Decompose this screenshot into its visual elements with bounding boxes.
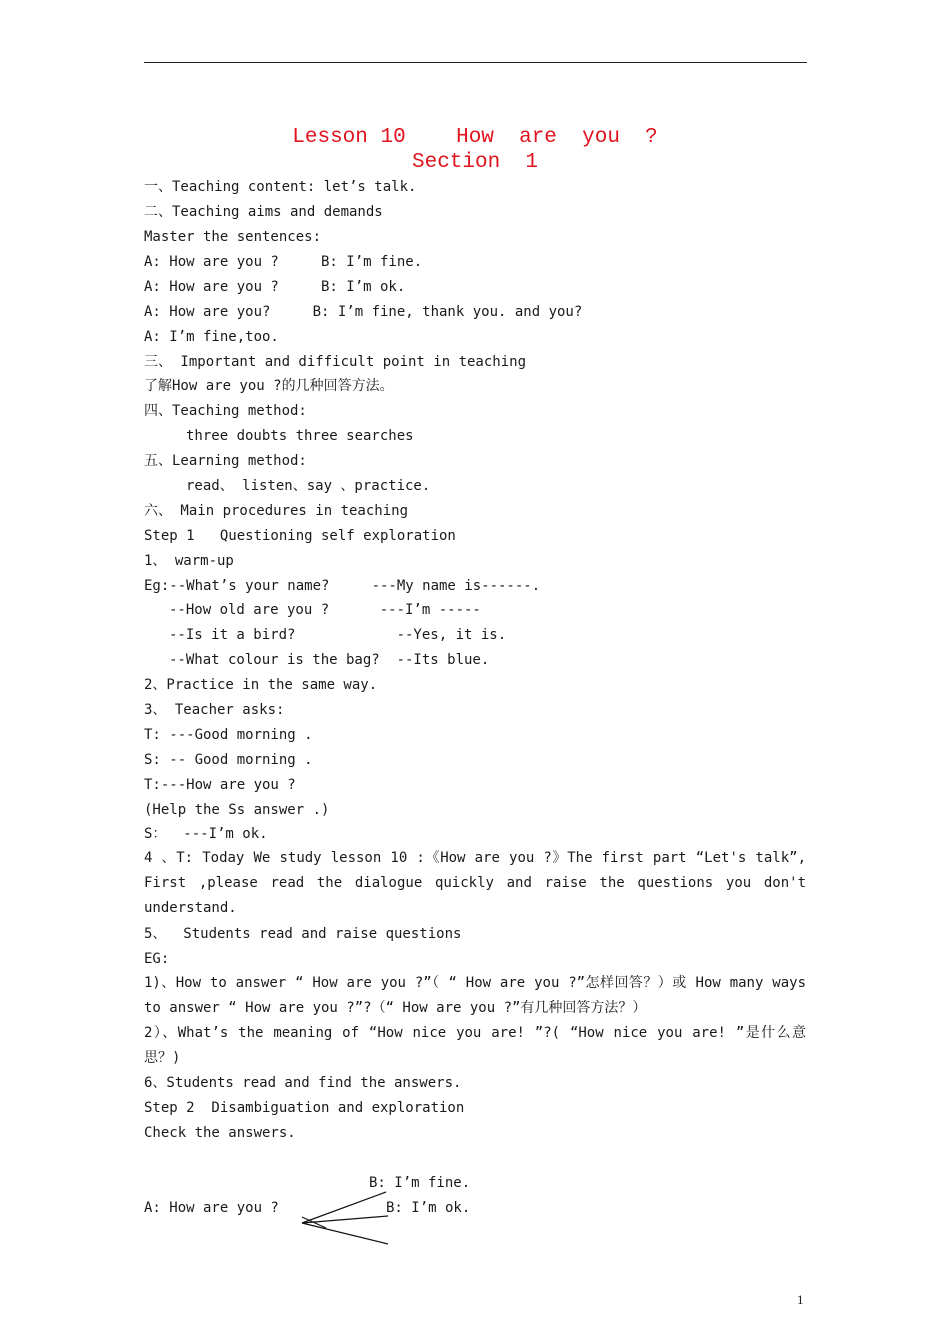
text-line: Check the answers. <box>144 1125 296 1141</box>
dialogue-line: --What colour is the bag? --Its blue. <box>169 652 490 668</box>
dialogue-line: A: How are you? B: I’m fine, thank you. and you? <box>144 304 583 320</box>
text-line: EG: <box>144 951 170 967</box>
teaching-method-heading: 四、Teaching method: <box>144 403 307 419</box>
branch-line-third <box>302 1223 388 1244</box>
teaching-aims-heading: 二、Teaching aims and demands <box>144 204 383 220</box>
text-line: 3、 Teacher asks: <box>144 702 285 718</box>
text-line: 6、Students read and find the answers. <box>144 1075 462 1091</box>
dialogue-line: S: -- Good morning . <box>144 752 313 768</box>
dialogue-line: Eg:--What’s your name? ---My name is------. <box>144 578 541 594</box>
step-heading: Step 1 Questioning self exploration <box>144 528 456 544</box>
page-number: 1 <box>797 1292 804 1307</box>
paragraph: 2）、What’s the meaning of “How nice you are! ”?( “How nice you are! ”是什么意思？) <box>144 1025 806 1066</box>
learning-method-heading: 五、Learning method: <box>144 453 307 469</box>
dialogue-line: A: How are you ? B: I’m fine. <box>144 254 423 270</box>
text-line: 2、Practice in the same way. <box>144 677 378 693</box>
answer-branch-lines <box>296 1188 396 1248</box>
branch-line-fine <box>302 1192 386 1223</box>
step-heading: Step 2 Disambiguation and exploration <box>144 1100 465 1116</box>
paragraph: 1)、How to answer “ How are you ?”（ “ How are you ?”怎样回答？）或 How many ways to answer “ How are you ?”?（“ How are you ?”有几种回答方法？） <box>144 975 806 1016</box>
section-title: Section 1 <box>411 151 539 174</box>
dialogue-line: A: How are you ? B: I’m ok. <box>144 279 406 295</box>
text-line: 1、 warm-up <box>144 553 234 569</box>
header-rule <box>144 62 807 63</box>
branch-line-ok <box>302 1216 388 1223</box>
text-line: Master the sentences: <box>144 229 322 245</box>
diagram-answer-2: B: I’m ok. <box>386 1200 471 1216</box>
text-line: read、 listen、say 、practice. <box>186 478 431 494</box>
text-line: (Help the Ss answer .) <box>144 802 330 818</box>
dialogue-line: --How old are you ? ---I’m ----- <box>169 602 481 618</box>
diagram-answer-1: B: I’m fine. <box>369 1175 471 1191</box>
key-points-heading: 三、 Important and difficult point in teaching <box>144 354 527 370</box>
dialogue-line: --Is it a bird? --Yes, it is. <box>169 627 507 643</box>
diagram-question: A: How are you ? <box>144 1200 279 1216</box>
text-line: 了解How are you ?的几种回答方法。 <box>144 378 394 394</box>
paragraph: 4 、T: Today We study lesson 10 :《How are you ?》The first part “Let's talk”, First ,please read the dialogue quickly and raise the questions you don't understand. <box>144 850 806 916</box>
teaching-content: 一、Teaching content: let’s talk. <box>144 179 417 195</box>
text-line: 5、 Students read and raise questions <box>144 926 462 942</box>
procedures-heading: 六、 Main procedures in teaching <box>144 503 409 519</box>
text-line: three doubts three searches <box>186 428 414 444</box>
dialogue-line: T: ---Good morning . <box>144 727 313 743</box>
dialogue-line: T:---How are you ? <box>144 777 296 793</box>
dialogue-line: A: I’m fine,too. <box>144 329 279 345</box>
lesson-title: Lesson 10 How are you ? <box>292 126 658 149</box>
dialogue-line: S： ---I’m ok. <box>144 826 268 842</box>
